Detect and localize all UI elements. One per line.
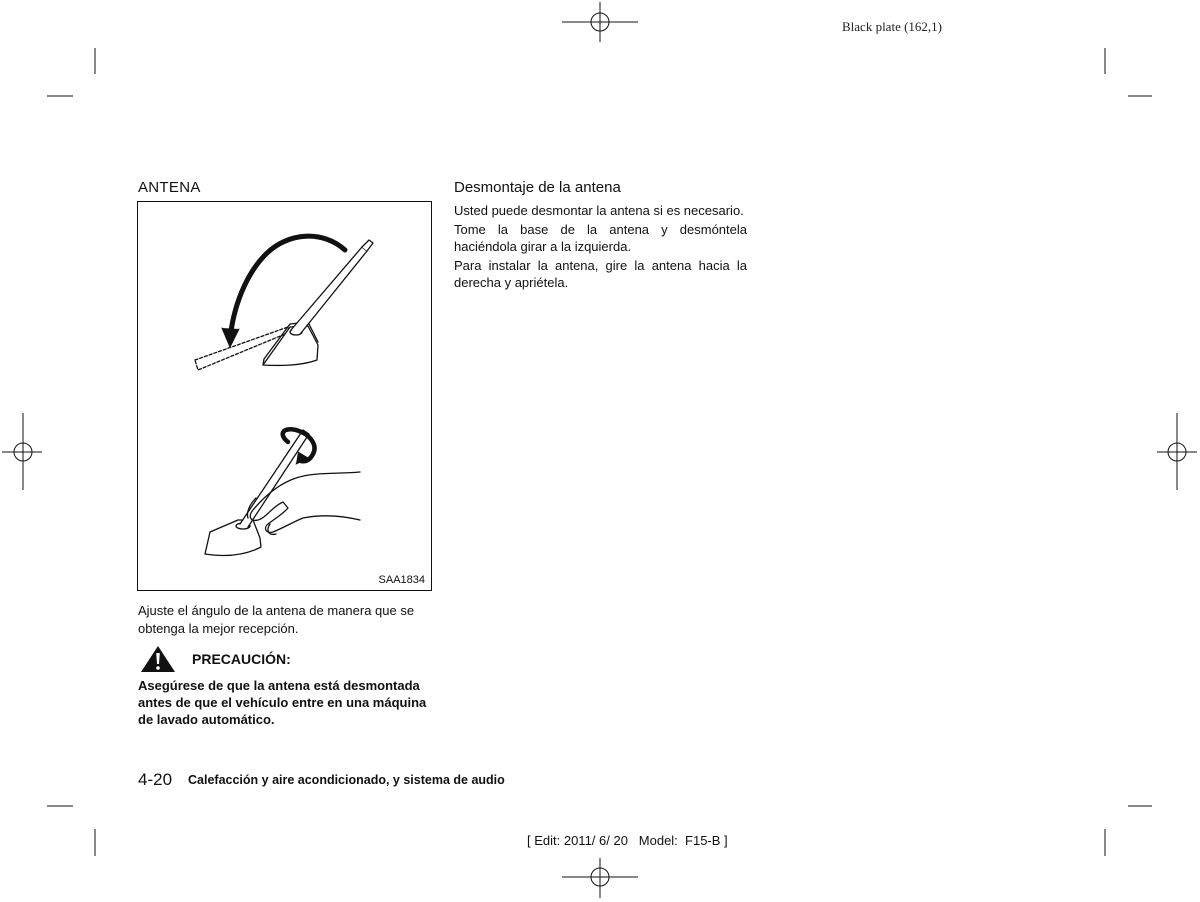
- warning-text: Asegúrese de que la antena está desmontada antes de que el vehículo entre en una máquina de lavado automático.: [138, 678, 427, 727]
- figure-caption: Ajuste el ángulo de la antena de manera que se obtenga la mejor recepción.: [138, 603, 415, 636]
- section-title: ANTENA: [138, 179, 201, 196]
- edit-info: [ Edit: 2011/ 6/ 20 Model: F15-B ]: [527, 833, 728, 848]
- page-number: 4-20: [138, 770, 173, 789]
- paragraph: Tome la base de la antena y desmóntela haciéndola girar a la izquierda.: [454, 222, 747, 254]
- footer-section-title: Calefacción y aire acondicionado, y sistema de audio: [188, 773, 505, 787]
- warning-icon: [140, 645, 176, 673]
- paragraph: Usted puede desmontar la antena si es necesario.: [454, 203, 744, 218]
- plate-info: Black plate (162,1): [842, 19, 942, 34]
- subsection-title: Desmontaje de la antena: [454, 179, 621, 196]
- subsection-body: [454, 202, 747, 293]
- paragraph: Para instalar la antena, gire la antena hacia la derecha y apriétela.: [454, 258, 747, 290]
- figure-code: SAA1834: [378, 574, 425, 586]
- antenna-illustration: [138, 202, 433, 592]
- warning-title: PRECAUCIÓN:: [192, 651, 291, 667]
- antenna-figure: [137, 201, 432, 591]
